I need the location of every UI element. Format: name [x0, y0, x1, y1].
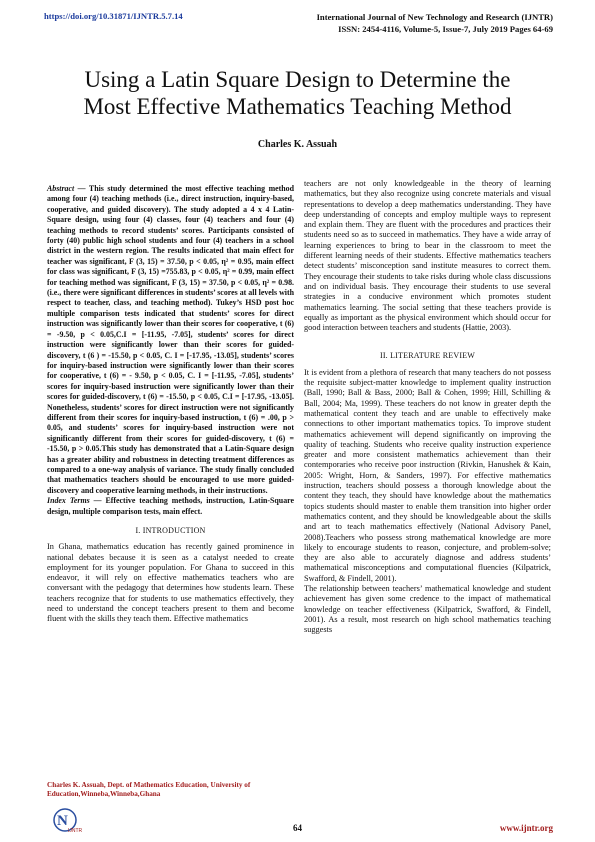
- website-link[interactable]: www.ijntr.org: [499, 823, 553, 833]
- index-terms-label: Index Terms: [47, 496, 90, 506]
- left-column: [47, 184, 294, 625]
- right-paragraph-1: teachers are not only knowledgeable in the theory of learning mathematics, but they also recognize using concrete materials and visual representations to develop a deep mathematics understanding. They have deep understanding of concepts and employ multiple ways to represent and explain them. They are fluent with the procedures and practices their students need so as to succeed in mathematics. They have a wide array of learning experiences to bring to bear in the classroom to meet the different learning needs of their students. Effective mathematics teachers detect students’ misconception sand institute measures to correct them. They encourage their students to take risks during whole class discussions and on individual basis. They encourage their students to use several strategies in a conducive environment which promotes student mathematics learning. The social setting that these teachers provide is equally as important as the physical environment which should occur for good interaction between teachers and students (Hattie, 2003).: [304, 179, 551, 333]
- section-heading-introduction: I. INTRODUCTION: [135, 526, 206, 535]
- abstract-label: Abstract: [47, 184, 75, 193]
- page-number: 64: [293, 823, 302, 833]
- title-line-1: Using a Latin Square Design to Determine the: [84, 67, 511, 92]
- author-name: Charles K. Assuah: [257, 139, 338, 150]
- intro-paragraph: In Ghana, mathematics education has recently gained prominence in national debates because it is seen as a catalyst needed to create employment for its younger population. For Ghana to succeed in this endeavor, it will rely on effective mathematics teachers who are conversant with the pedagogy that determines how students learn. These teachers recognize that for students to use mathematics effectively, they need to understand the concept teachers present to them and become fluent with the skills they teach them. Effective mathematics: [47, 542, 294, 624]
- literature-paragraph-1: It is evident from a plethora of research that many teachers do not possess the requisite subject-matter knowledge to implement quality instruction (Ball, 1990; Ball & Bass, 2000; Ball & Cohen, 1999; Hill, Schilling & Ball, 2004; Ma, 1999). These teachers do not know in greater depth the mathematical content they teach and are unable to effectively make connections to other important mathematics topics. To improve student mathematics achievement will depend significantly on improving the quality of teaching. Students who receive quality instruction experience greater and more consistent mathematics achievement than their contemporaries who receive poor instruction (Rivkin, Hanushek & Kain, 2005: Wright, Horn, & Sanders, 1997). For effective mathematics instruction, teachers should possess a thorough knowledge about the content they teach, they should have knowledge about the mathematics topics students should master to enable them transition into higher order mathematics content, and they should be knowledgeable about the skills and art to teach mathematics effectively (National Advisory Panel, 2008).Teachers who possess strong mathematical knowledge are more likely to encourage students to reason, conjecture, and problem-solve; they are also able to accurately diagnose and address students’ mathematical misconceptions and computational fluencies (Kilpatrick, Swafford, & Findell, 2001).: [304, 367, 551, 583]
- index-terms: [47, 496, 294, 517]
- index-terms-text: — Effective teaching methods, instruction, Latin-Square design, multiple comparison tests, main effect.: [47, 496, 294, 516]
- abstract-text: — This study determined the most effective teaching method among four (4) teaching methods (i.e., direct instruction, inquiry-based, cooperative, and guided discovery). The study adopted a 4 x 4 Latin-Square design, using four (4) classes, four (4) teachers and four (4) teaching methods to record students’ scores. Participants consisted of forty (40) public high school students and four (4) teachers in a school district in the western region. The results indicated that main effect for teacher was significant, F (3, 15) = 37.50, p < 0.05, η² = 0.95, main effect for class was significant, F (3, 15) =755.83, p < 0.05, η² = 0.99, main effect for teaching method was significant, F (3, 15) = 37.50, p < 0.05, η² = 0.98. (i.e., there were significant differences in students’ scores at all levels with respect to teacher, class, and teaching method). Tukey’s HSD post hoc multiple comparison tests indicated that students’ scores for direct instruction was significantly lower than their scores for cooperative, t (6) = -9.50, p < 0.05,C.I = [-11.95, -7.05], students’ scores for direct instruction were significantly lower than their scores for guided-discovery, t (6 ) = -15.50, p < 0.05, C. I = [-17.95, -13.05], students’ scores for inquiry-based instruction were significantly lower than their scores for cooperative, t (6) = - 9.50, p < 0.05, C. I = [-11.95, -7.05], students’ scores for inquiry-based instruction were significantly lower than their scores for guided-discovery, t (6) = -15.50, p < 0.05, C.I = [-17.95, -13.05]. Nonetheless, students’ scores for direct instruction were not significantly different from their scores for inquiry-based instruction, t (6) = .00, p > 0.05, and students’ scores for inquiry-based instruction were not significantly different from their scores for guided-discovery, t (6) = -15.50, p > 0.05.This study has demonstrated that a Latin-Square design has a greater ability and robustness in detecting treatment differences as compared to a one-way analysis of variance. The study finally concluded that mathematics teachers should be encouraged to use more guided-discovery and cooperative learning methods, in their instructions.: [47, 184, 294, 495]
- logo-text: IJNTR: [68, 828, 83, 834]
- svg-text:N: N: [57, 813, 68, 829]
- journal-name: International Journal of New Technology and Research (IJNTR): [316, 12, 553, 22]
- literature-paragraph-2: The relationship between teachers’ mathematical knowledge and student achievement has given some credence to the impact of mathematical knowledge on teacher effectiveness (Kilpatrick, Swafford, & Findell, 2001). As a result, most research on high school mathematics teaching suggests: [304, 583, 551, 635]
- abstract: [47, 184, 294, 496]
- title-line-2: Most Effective Mathematics Teaching Method: [83, 94, 512, 119]
- section-heading-literature-review: II. LITERATURE REVIEW: [379, 351, 476, 361]
- author-affiliation: Charles K. Assuah, Dept. of Mathematics Education, University of Education,Winneba,Winneba,Ghana: [47, 781, 251, 798]
- doi-link[interactable]: https://doi.org/10.31871/IJNTR.5.7.14: [44, 11, 183, 21]
- right-column: [304, 179, 551, 635]
- journal-issn: ISSN: 2454-4116, Volume-5, Issue-7, July 2019 Pages 64-69: [338, 24, 553, 34]
- journal-header: [317, 11, 553, 35]
- paper-title: [30, 66, 565, 120]
